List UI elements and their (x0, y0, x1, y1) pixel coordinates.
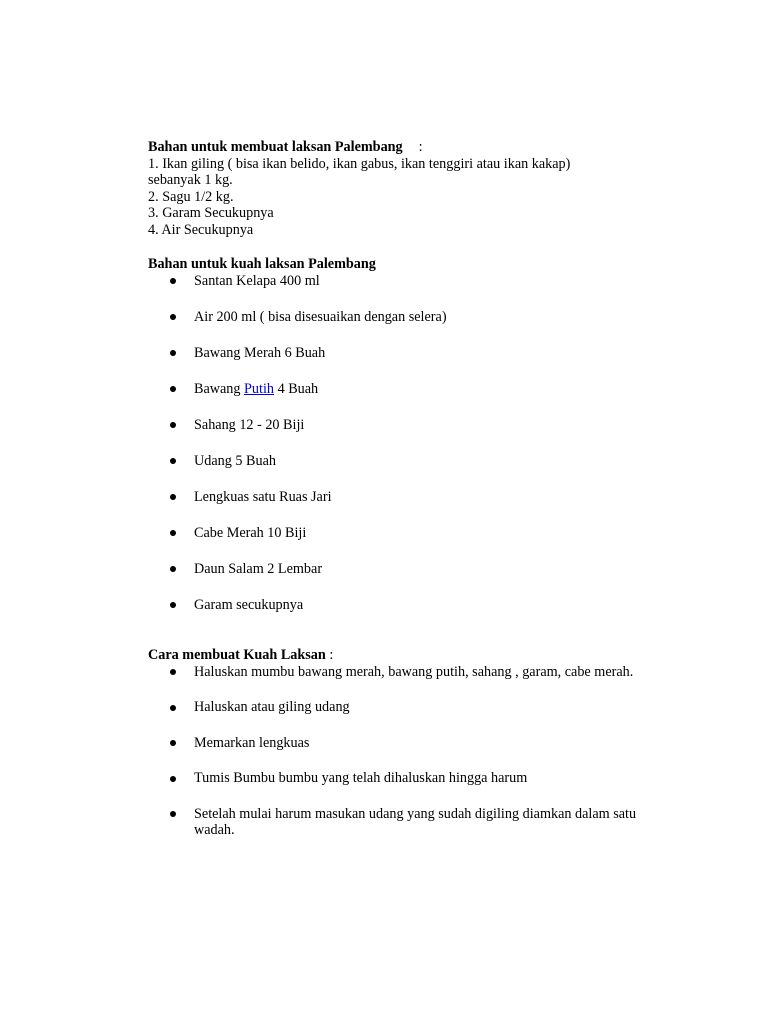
list-item (148, 453, 668, 470)
bullet-icon (170, 740, 176, 746)
cara-kuah-heading-colon: : (329, 647, 334, 663)
bahan-laksan-line-5: 4. Air Secukupnya (148, 221, 254, 238)
bullet-icon (170, 350, 176, 356)
list-item-text-suffix: 4 Buah (277, 380, 319, 397)
list-item (148, 345, 668, 362)
list-item (148, 273, 668, 290)
bullet-icon (170, 776, 176, 782)
list-item-text: Lengkuas satu Ruas Jari (194, 488, 332, 505)
bullet-icon (170, 494, 176, 500)
list-item-text: Bawang Merah 6 Buah (194, 344, 326, 361)
list-item (148, 806, 668, 839)
bahan-laksan-heading-text: Bahan untuk membuat laksan Palembang (148, 139, 403, 155)
list-item-text: Setelah mulai harum masukan udang yang sudah digiling diamkan dalam satu wadah. (194, 805, 637, 838)
cara-kuah-heading (148, 647, 668, 664)
bullet-icon (170, 314, 176, 320)
putih-link[interactable]: Putih (244, 380, 275, 397)
bullet-icon (170, 530, 176, 536)
list-item (148, 735, 668, 752)
list-item-text: Sahang 12 - 20 Biji (194, 416, 305, 433)
bahan-laksan-heading (148, 139, 668, 156)
bullet-icon (170, 669, 176, 675)
bullet-icon (170, 811, 176, 817)
bullet-icon (170, 705, 176, 711)
list-item (148, 561, 668, 578)
bullet-icon (170, 458, 176, 464)
list-item-text: Garam secukupnya (194, 596, 304, 613)
bullet-icon (170, 278, 176, 284)
bahan-laksan-line-4: 3. Garam Secukupnya (148, 205, 274, 221)
list-item (148, 381, 668, 398)
list-item-text: Bawang (194, 380, 241, 397)
list-item-text: Tumis Bumbu bumbu yang telah dihaluskan hingga harum (194, 770, 528, 786)
bullet-icon (170, 566, 176, 572)
list-item-text: Air 200 ml ( bisa disesuaikan dengan selera) (194, 308, 447, 325)
list-item-text: Haluskan atau giling udang (194, 699, 350, 715)
list-item-text: Udang 5 Buah (194, 452, 276, 469)
list-item-text: Haluskan mumbu bawang merah, bawang putih, sahang , garam, cabe merah. (194, 663, 634, 680)
list-item-text: Daun Salam 2 Lembar (194, 560, 323, 577)
list-item (148, 417, 668, 434)
list-item-text: Memarkan lengkuas (194, 734, 310, 751)
bullet-icon (170, 386, 176, 392)
bahan-laksan-section (148, 139, 668, 238)
list-item-text: Santan Kelapa 400 ml (194, 272, 320, 289)
list-item (148, 489, 668, 506)
bullet-icon (170, 602, 176, 608)
list-item-text: Cabe Merah 10 Biji (194, 524, 307, 541)
cara-kuah-section (148, 647, 668, 839)
list-item (148, 525, 668, 542)
list-item (148, 664, 668, 681)
bullet-icon (170, 422, 176, 428)
bahan-laksan-line-3: 2. Sagu 1/2 kg. (148, 188, 234, 205)
list-item (148, 309, 668, 326)
cara-kuah-heading-text: Cara membuat Kuah Laksan (148, 647, 326, 663)
bahan-kuah-section (148, 256, 668, 613)
bahan-kuah-list (148, 273, 668, 614)
cara-kuah-list (148, 664, 668, 839)
list-item (148, 770, 668, 787)
list-item (148, 597, 668, 614)
document-page (148, 139, 668, 839)
list-item (148, 699, 668, 716)
bahan-laksan-line-2: sebanyak 1 kg. (148, 172, 233, 188)
bahan-laksan-line-1: 1. Ikan giling ( bisa ikan belido, ikan gabus, ikan tenggiri atau ikan kakap) (148, 155, 571, 172)
bahan-kuah-heading: Bahan untuk kuah laksan Palembang (148, 256, 376, 272)
bahan-laksan-heading-colon: : (418, 139, 423, 155)
